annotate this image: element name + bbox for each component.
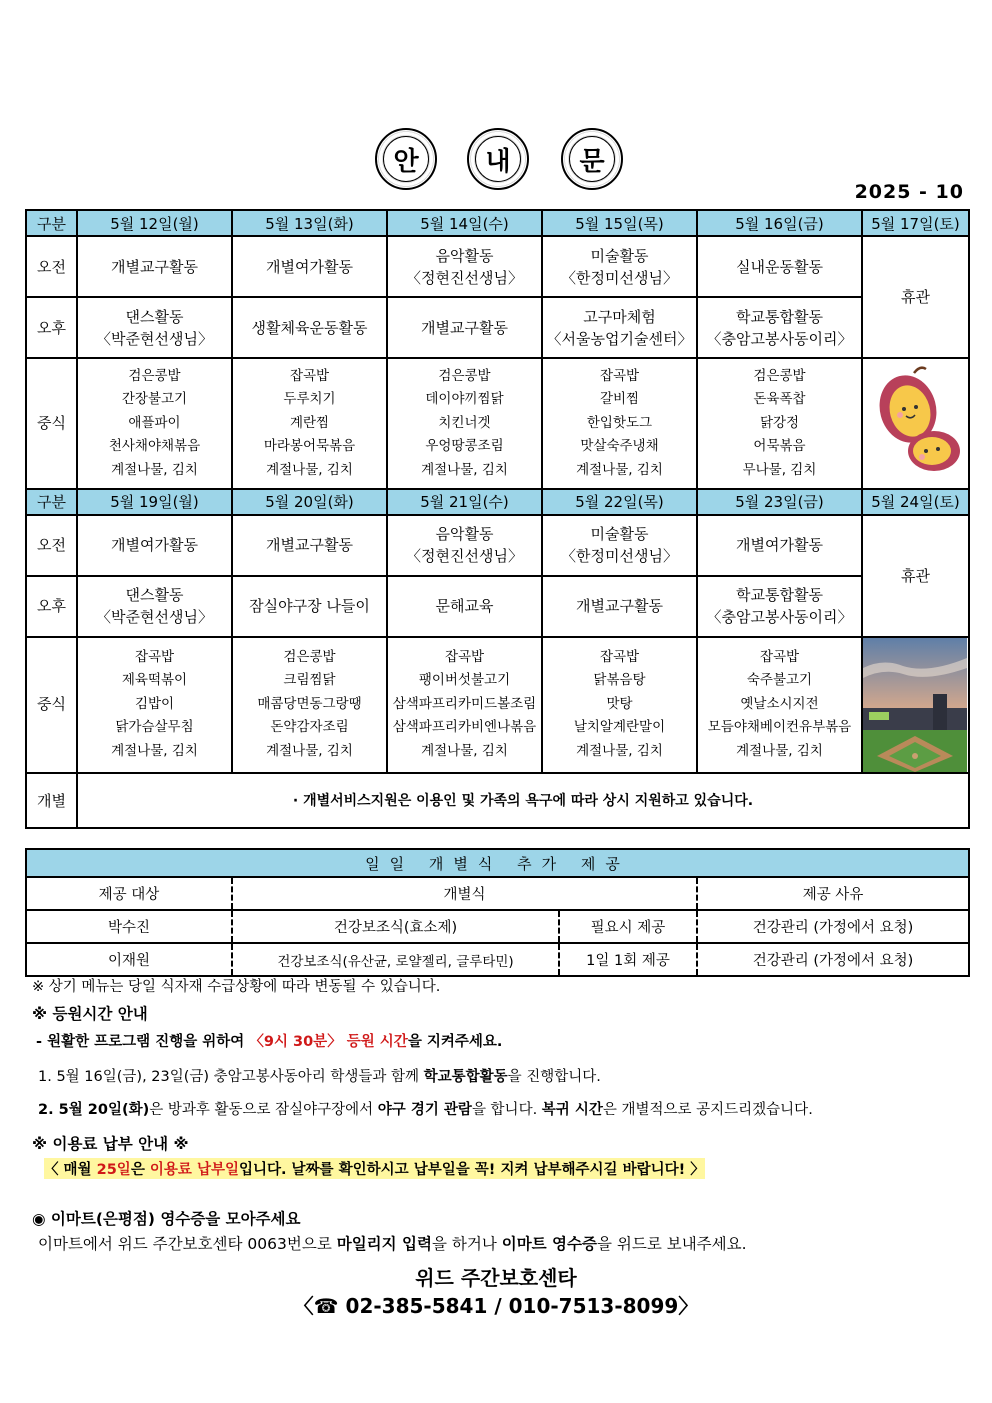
title-seal-3: 문	[561, 128, 623, 190]
activity-cell: 미술활동 〈한정미선생님〉	[542, 236, 697, 297]
activity-cell: 개별교구활동	[542, 576, 697, 637]
extra-header-row	[26, 877, 969, 910]
meal-cell: 잡곡밥 제육떡볶이 김밥이 닭가슴살무침 계절나물, 김치	[77, 637, 232, 773]
extra-header: 개별식	[232, 877, 697, 910]
center-name: 위드 주간보호센타	[415, 1266, 577, 1290]
meal-cell: 검은콩밥 간장불고기 애플파이 천사채야채볶음 계절나물, 김치	[77, 358, 232, 489]
pm-label: 오후	[26, 297, 77, 358]
activity-cell: 미술활동 〈한정미선생님〉	[542, 515, 697, 576]
emart-note: 이마트에서 위드 주간보호센타 0063번으로 마일리지 입력을 하거나 이마트 영수증을 위드로 보내주세요.	[38, 1235, 747, 1253]
week2-day: 5월 22일(목)	[542, 489, 697, 515]
week2-label: 구분	[26, 489, 77, 515]
extra-header: 제공 대상	[26, 877, 232, 910]
extra-row	[26, 943, 969, 976]
activity-cell: 개별여가활동	[232, 236, 387, 297]
individual-label: 개별	[26, 773, 77, 828]
extra-meal-table	[25, 848, 970, 977]
week1-pm-row	[26, 297, 969, 358]
notice-item-2: 2. 5월 20일(화)은 방과후 활동으로 잠실야구장에서 야구 경기 관람을 합니다. 복귀 시간은 개별적으로 공지드리겠습니다.	[38, 1102, 813, 1118]
meal-cell: 잡곡밥 숙주불고기 옛날소시지전 모듬야채베이컨유부볶음 계절나물, 김치	[697, 637, 862, 773]
week2-day: 5월 23일(금)	[697, 489, 862, 515]
title-banner	[0, 128, 992, 192]
meal-cell: 검은콩밥 크림찜닭 매콤당면동그랑땡 돈약감자조림 계절나물, 김치	[232, 637, 387, 773]
pm-label: 오후	[26, 576, 77, 637]
activity-cell: 음악활동 〈정현진선생님〉	[387, 515, 542, 576]
activity-cell: 생활체육운동활동	[232, 297, 387, 358]
week2-day: 5월 20일(화)	[232, 489, 387, 515]
activity-cell: 댄스활동 〈박준현선생님〉	[77, 576, 232, 637]
extra-row	[26, 910, 969, 943]
activity-cell: 고구마체험 〈서울농업기술센터〉	[542, 297, 697, 358]
activity-cell: 댄스활동 〈박준현선생님〉	[77, 297, 232, 358]
am-label: 오전	[26, 236, 77, 297]
issue-number: 2025 - 10	[854, 181, 964, 203]
activity-cell: 개별교구활동	[77, 236, 232, 297]
emart-title: ◉ 이마트(은평점) 영수증을 모아주세요	[32, 1210, 301, 1228]
meal-cell: 잡곡밥 두루치기 계란찜 마라봉어묵볶음 계절나물, 김치	[232, 358, 387, 489]
week1-day: 5월 13일(화)	[232, 210, 387, 236]
extra-freq: 1일 1회 제공	[559, 943, 697, 976]
sweet-potato-icon	[866, 359, 966, 479]
menu-note: ※ 상기 메뉴는 당일 식자재 수급상황에 따라 변동될 수 있습니다.	[32, 979, 441, 995]
notice-item-1: 1. 5월 16일(금), 23일(금) 충암고봉사동아리 학생들과 함께 학교통합활동을 진행합니다.	[38, 1069, 601, 1085]
week1-header-row	[26, 210, 969, 236]
closed-cell: 휴관	[862, 515, 969, 637]
week1-day: 5월 15일(목)	[542, 210, 697, 236]
am-label: 오전	[26, 515, 77, 576]
fee-title: ※ 이용료 납부 안내 ※	[32, 1135, 189, 1153]
week2-day: 5월 19일(월)	[77, 489, 232, 515]
extra-reason: 건강관리 (가정에서 요청)	[697, 943, 969, 976]
fee-note: 〈 매월 25일은 이용료 납부일입니다. 날짜를 확인하시고 납부일을 꼭! 지켜 납부해주시길 바랍니다! 〉	[44, 1158, 705, 1179]
sweet-potato-illustration	[862, 358, 969, 489]
schedule-table	[25, 209, 970, 829]
meal-label: 중식	[26, 637, 77, 773]
activity-cell: 개별교구활동	[387, 297, 542, 358]
meal-label: 중식	[26, 358, 77, 489]
week1-day: 5월 17일(토)	[862, 210, 969, 236]
baseball-stadium-photo	[862, 637, 969, 773]
meal-cell: 잡곡밥 닭볶음탕 맛탕 날치알계란말이 계절나물, 김치	[542, 637, 697, 773]
individual-service-row	[26, 773, 969, 828]
arrival-note: - 원활한 프로그램 진행을 위하여 〈9시 30분〉 등원 시간을 지켜주세요.	[36, 1034, 503, 1050]
activity-cell: 잠실야구장 나들이	[232, 576, 387, 637]
week2-am-row	[26, 515, 969, 576]
week1-day: 5월 14일(수)	[387, 210, 542, 236]
individual-text: · 개별서비스지원은 이용인 및 가족의 욕구에 따라 상시 지원하고 있습니다.	[77, 773, 969, 828]
activity-cell: 문해교육	[387, 576, 542, 637]
week2-meal-row	[26, 637, 969, 773]
activity-cell: 학교통합활동 〈충암고봉사동이리〉	[697, 297, 862, 358]
meal-cell: 검은콩밥 데이야끼찜닭 치킨너겟 우엉땅콩조림 계절나물, 김치	[387, 358, 542, 489]
stadium-icon	[863, 638, 967, 772]
week1-day: 5월 12일(월)	[77, 210, 232, 236]
week2-pm-row	[26, 576, 969, 637]
week1-am-row	[26, 236, 969, 297]
activity-cell: 실내운동활동	[697, 236, 862, 297]
extra-header: 제공 사유	[697, 877, 969, 910]
extra-title-row	[26, 849, 969, 877]
extra-title: 일일 개별식 추가 제공	[26, 849, 969, 877]
meal-cell: 잡곡밥 갈비찜 한입핫도그 맛살숙주냉채 계절나물, 김치	[542, 358, 697, 489]
title-seal-2: 내	[467, 128, 529, 190]
arrival-title: ※ 등원시간 안내	[32, 1005, 148, 1023]
extra-meal: 건강보조식(효소제)	[232, 910, 559, 943]
week2-header-row	[26, 489, 969, 515]
week2-day: 5월 21일(수)	[387, 489, 542, 515]
meal-cell: 잡곡밥 팽이버섯불고기 삼색파프리카미드볼조림 삼색파프리카비엔나볶음 계절나물, 김치	[387, 637, 542, 773]
closed-cell: 휴관	[862, 236, 969, 358]
activity-cell: 개별교구활동	[232, 515, 387, 576]
meal-cell: 검은콩밥 돈육폭찹 닭강정 어묵볶음 무나물, 김치	[697, 358, 862, 489]
week1-day: 5월 16일(금)	[697, 210, 862, 236]
week1-meal-row	[26, 358, 969, 489]
extra-meal: 건강보조식(유산균, 로얄젤리, 글루타민)	[232, 943, 559, 976]
activity-cell: 개별여가활동	[77, 515, 232, 576]
center-phone: 〈☎ 02-385-5841 / 010-7513-8099〉	[293, 1294, 699, 1318]
activity-cell: 개별여가활동	[697, 515, 862, 576]
week1-label: 구분	[26, 210, 77, 236]
week2-day: 5월 24일(토)	[862, 489, 969, 515]
title-seal-1: 안	[375, 128, 437, 190]
activity-cell: 학교통합활동 〈충암고봉사동이리〉	[697, 576, 862, 637]
activity-cell: 음악활동 〈정현진선생님〉	[387, 236, 542, 297]
extra-name: 이재원	[26, 943, 232, 976]
extra-name: 박수진	[26, 910, 232, 943]
extra-freq: 필요시 제공	[559, 910, 697, 943]
extra-reason: 건강관리 (가정에서 요청)	[697, 910, 969, 943]
